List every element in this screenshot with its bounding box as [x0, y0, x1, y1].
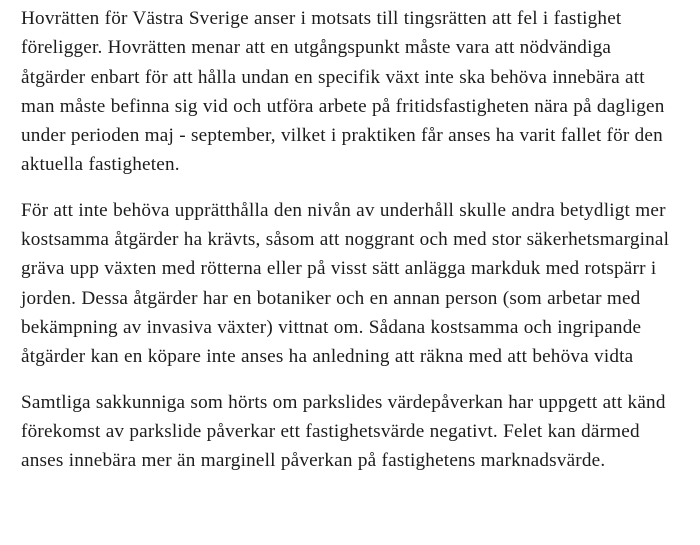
paragraph-2: För att inte behöva upprätthålla den nivån av underhåll skulle andra betydligt mer kostsamma åtgärder ha krävts, såsom att noggrant och med stor säkerhetsmarginal gräva upp växten med rötterna eller på visst sätt anlägga markduk med rotspärr i jorden. Dessa åtgärder har en botaniker och en annan person (som arbetar med bekämpning av invasiva växter) vittnat om. Sådana kostsamma och ingripande åtgärder kan en köpare inte anses ha anledning att räkna med att behöva vidta: [21, 199, 670, 368]
paragraph-1: Hovrätten för Västra Sverige anser i motsats till tingsrätten att fel i fastighet föreligger. Hovrätten menar att en utgångspunkt måste vara att nödvändiga åtgärder enbart för att hålla undan en specifik växt inte ska behöva innebära att man måste befinna sig vid och utföra arbete på fritidsfastigheten nära på dagligen under perioden maj - september, vilket i praktiken får anses ha varit fallet för den aktuella fastigheten.: [21, 8, 665, 176]
paragraph-3: Samtliga sakkunniga som hörts om parkslides värdepåverkan har uppgett att känd förekomst av parkslide påverkar ett fastighetsvärde negativt. Felet kan därmed anses innebära mer än marginell påverkan på fastighetens marknadsvärde.: [21, 391, 666, 472]
